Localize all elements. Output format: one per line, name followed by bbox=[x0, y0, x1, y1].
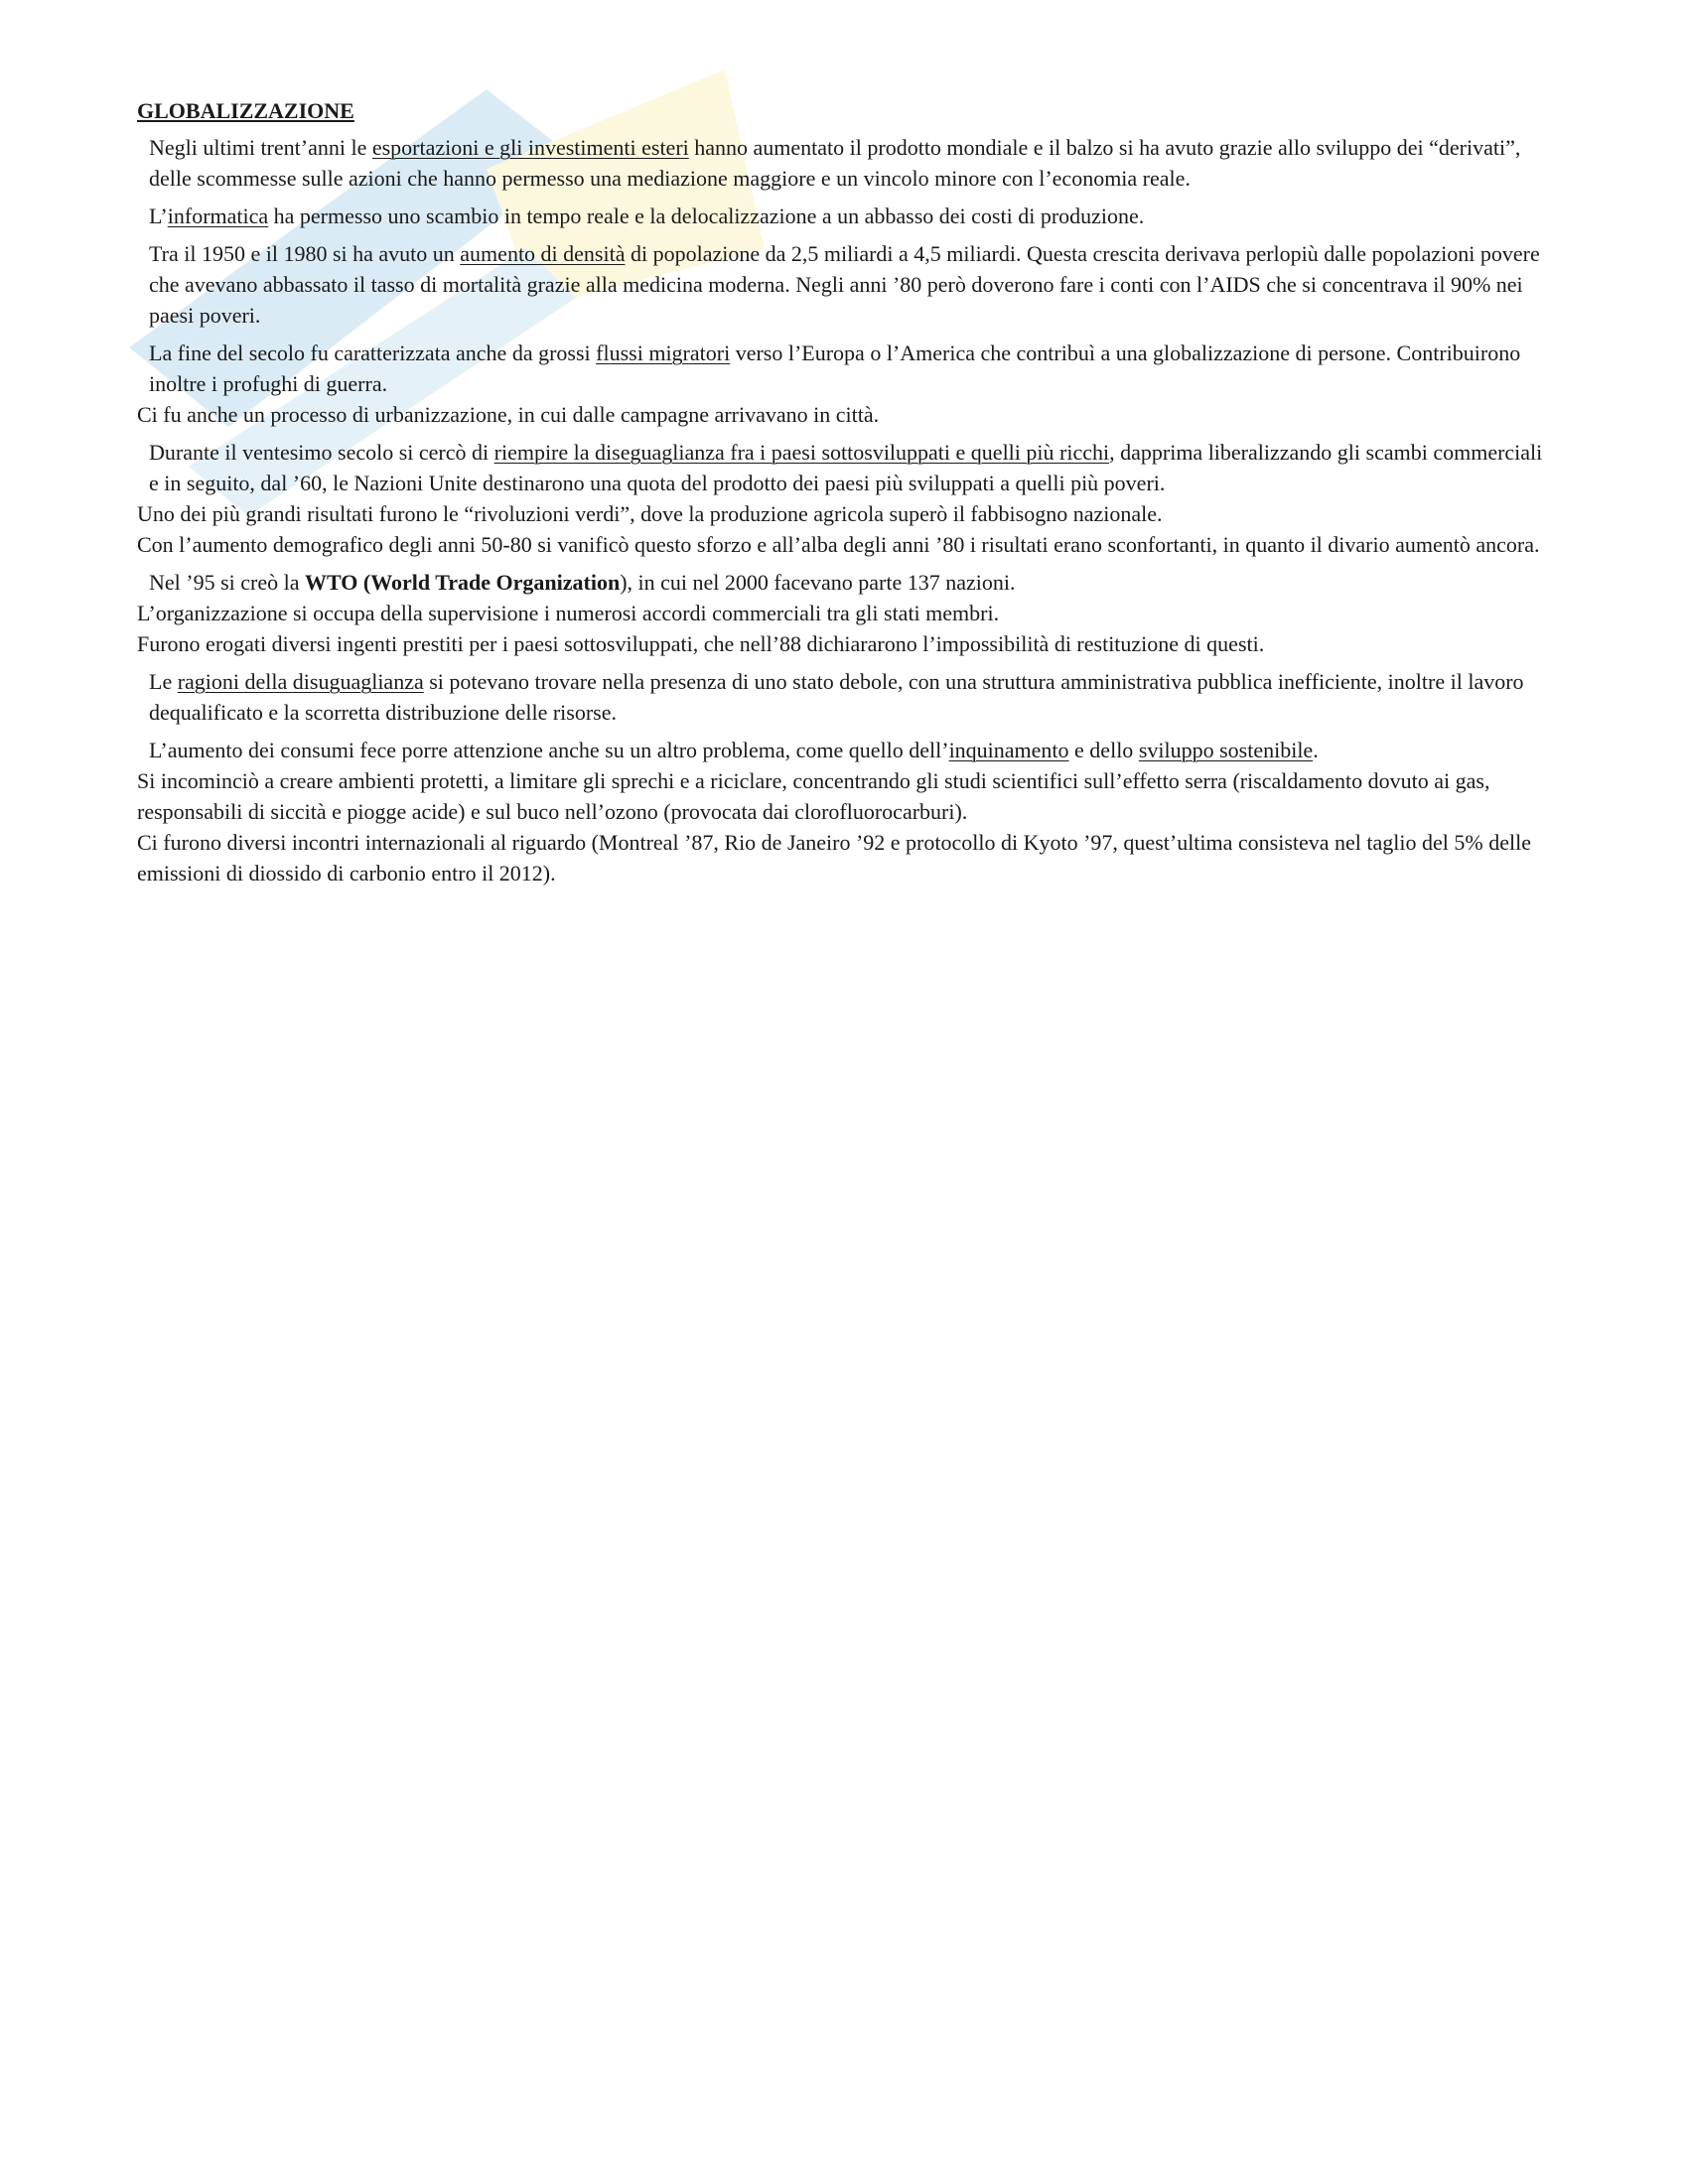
underlined-text: riempire la diseguaglianza fra i paesi sottosviluppati e quelli più ricchi bbox=[493, 440, 1110, 465]
underlined-text: esportazioni e gli investimenti esteri bbox=[371, 135, 689, 160]
text-run: Negli ultimi trent’anni le bbox=[149, 135, 372, 160]
text-run: ), in cui nel 2000 facevano parte 137 nazioni. bbox=[620, 570, 1016, 595]
text-run: , dapprima liberalizzando gli scambi commerciali e in seguito, dal ’60, le Nazioni Unite destinarono una quota del prodotto dei paesi più sviluppati a quelli più poveri. bbox=[149, 440, 1543, 495]
underlined-text: inquinamento bbox=[948, 738, 1069, 762]
text-run: Durante il ventesimo secolo si cercò di bbox=[149, 440, 494, 465]
text-run: L’ bbox=[149, 204, 168, 228]
text-run: si potevano trovare nella presenza di uno stato debole, con una struttura amministrativa pubblica inefficiente, inoltre il lavoro dequalificato e la scorretta distribuzione delle risorse. bbox=[149, 669, 1524, 725]
text-run: hanno aumentato il prodotto mondiale e il balzo si ha avuto grazie allo sviluppo dei “derivati”, delle scommesse sulle azioni che hanno permesso una mediazione maggiore e un vincolo minore con l’economia reale. bbox=[149, 135, 1521, 191]
paragraph-exports bbox=[137, 132, 1557, 194]
paragraph-line bbox=[137, 238, 1557, 331]
document-page bbox=[137, 95, 1557, 895]
paragraph-pollution bbox=[137, 735, 1557, 888]
underlined-text: ragioni della disuguaglianza bbox=[177, 669, 424, 694]
text-run: di popolazione da 2,5 miliardi a 4,5 miliardi. Questa crescita derivava perlopiù dalle popolazioni povere che avevano abbassato il tasso di mortalità grazie alla medicina moderna. Negli anni ’80 però doverono fare i conti con l’AIDS che si concentrava il 90% nei paesi poveri. bbox=[149, 241, 1540, 328]
paragraph-line: Uno dei più grandi risultati furono le “rivoluzioni verdi”, dove la produzione agricola superò il fabbisogno nazionale. bbox=[137, 501, 1163, 526]
paragraph-line: Con l’aumento demografico degli anni 50-80 si vanificò questo sforzo e all’alba degli anni ’80 i risultati erano sconfortanti, in quanto il divario aumentò ancora. bbox=[137, 532, 1540, 557]
document-title: GLOBALIZZAZIONE bbox=[137, 98, 354, 123]
paragraph-inequality-reasons bbox=[137, 666, 1557, 728]
paragraph-line bbox=[137, 437, 1557, 498]
paragraph-population bbox=[137, 238, 1557, 331]
paragraph-migration bbox=[137, 338, 1557, 430]
text-run: La fine del secolo fu caratterizzata anche da grossi bbox=[149, 341, 597, 365]
text-run: e dello bbox=[1068, 738, 1139, 762]
text-run: Tra il 1950 e il 1980 si ha avuto un bbox=[149, 241, 461, 266]
bold-text: WTO (World Trade Organization bbox=[305, 570, 621, 595]
text-run: . bbox=[1313, 738, 1319, 762]
paragraph-line bbox=[137, 666, 1557, 728]
paragraph-line: L’organizzazione si occupa della supervisione i numerosi accordi commerciali tra gli stati membri. bbox=[137, 601, 1000, 625]
text-run: Nel ’95 si creò la bbox=[149, 570, 305, 595]
paragraph-line bbox=[137, 338, 1557, 399]
paragraph-inequality-effort bbox=[137, 437, 1557, 560]
paragraph-line: Ci furono diversi incontri internazionali al riguardo (Montreal ’87, Rio de Janeiro ’92 e protocollo di Kyoto ’97, quest’ultima consisteva nel taglio del 5% delle emissioni di diossido di carbonio entro il 2012). bbox=[137, 830, 1531, 886]
paragraph-informatics bbox=[137, 201, 1557, 231]
paragraph-line bbox=[137, 201, 1557, 231]
paragraph-line: Furono erogati diversi ingenti prestiti per i paesi sottosviluppati, che nell’88 dichiararono l’impossibilità di restituzione di questi. bbox=[137, 631, 1265, 656]
text-run: verso l’Europa o l’America che contribuì a una globalizzazione di persone. Contribuirono inoltre i profughi di guerra. bbox=[149, 341, 1521, 396]
paragraph-line: Si incominciò a creare ambienti protetti, a limitare gli sprechi e a riciclare, concentrando gli studi scientifici sull’effetto serra (riscaldamento dovuto ai gas, responsabili di siccità e piogge acide) e sul buco nell’ozono (provocata dai clorofluorocarburi). bbox=[137, 768, 1490, 824]
underlined-text: informatica bbox=[167, 204, 269, 228]
paragraph-line bbox=[137, 567, 1557, 598]
underlined-text: aumento di densità bbox=[460, 241, 626, 266]
paragraph-line: Ci fu anche un processo di urbanizzazione, in cui dalle campagne arrivavano in città. bbox=[137, 402, 880, 427]
text-run: ha permesso uno scambio in tempo reale e la delocalizzazione a un abbasso dei costi di produzione. bbox=[268, 204, 1145, 228]
underlined-text: flussi migratori bbox=[596, 341, 731, 365]
paragraph-line bbox=[137, 132, 1557, 194]
text-run: Le bbox=[149, 669, 178, 694]
paragraph-wto bbox=[137, 567, 1557, 659]
underlined-text: sviluppo sostenibile bbox=[1138, 738, 1314, 762]
paragraph-line bbox=[137, 735, 1557, 765]
text-run: L’aumento dei consumi fece porre attenzione anche su un altro problema, come quello dell’ bbox=[149, 738, 949, 762]
